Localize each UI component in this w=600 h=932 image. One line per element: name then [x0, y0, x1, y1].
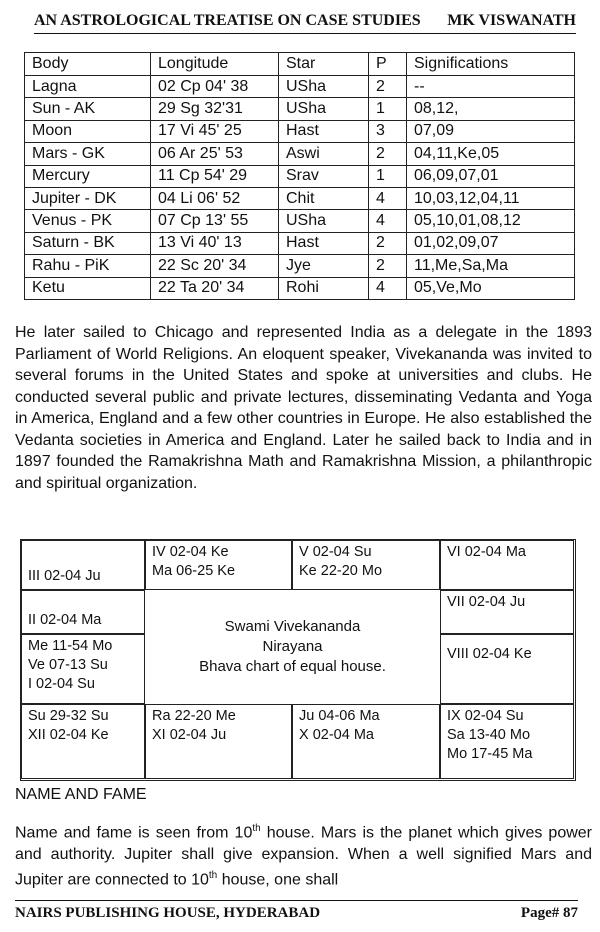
table-cell: 08,12,	[407, 98, 575, 120]
table-row	[25, 210, 575, 232]
table-cell: 02 Cp 04' 38	[151, 76, 279, 98]
chart-cell-line: II 02-04 Ma	[28, 612, 102, 628]
book-title: AN ASTROLOGICAL TREATISE ON CASE STUDIES	[34, 12, 421, 29]
table-cell: 4	[369, 210, 407, 232]
chart-house-cell	[21, 634, 145, 704]
chart-center	[145, 590, 440, 704]
table-row	[25, 98, 575, 120]
chart-cell-line: XII 02-04 Ke	[28, 727, 109, 743]
page-footer	[15, 900, 578, 922]
column-header: P	[369, 53, 407, 76]
table-cell: 10,03,12,04,11	[407, 187, 575, 209]
table-row	[25, 76, 575, 98]
planet-table	[24, 52, 575, 300]
column-header: Body	[25, 53, 151, 76]
table-row	[25, 232, 575, 254]
chart-title: Swami Vivekananda	[224, 618, 361, 635]
body-paragraph	[15, 818, 592, 891]
table-cell: USha	[279, 98, 369, 120]
table-row	[25, 120, 575, 142]
table-row	[25, 187, 575, 209]
table-cell: 05,10,01,08,12	[407, 210, 575, 232]
table-cell: Rohi	[279, 277, 369, 299]
section-heading: NAME AND FAME	[15, 786, 147, 803]
table-cell: 4	[369, 277, 407, 299]
table-cell: Hast	[279, 232, 369, 254]
author-name: MK VISWANATH	[447, 12, 576, 29]
table-cell: USha	[279, 210, 369, 232]
table-cell: 2	[369, 255, 407, 277]
column-header: Star	[279, 53, 369, 76]
table-cell: Lagna	[25, 76, 151, 98]
table-cell: --	[407, 76, 575, 98]
chart-cell-line: X 02-04 Ma	[299, 727, 374, 743]
table-cell: Sun - AK	[25, 98, 151, 120]
chart-cell-line: III 02-04 Ju	[28, 568, 101, 584]
table-cell: 04,11,Ke,05	[407, 143, 575, 165]
chart-cell-line: VIII 02-04 Ke	[447, 646, 532, 662]
table-cell: 11 Cp 54' 29	[151, 165, 279, 187]
table-header-row	[25, 53, 575, 76]
table-cell: 3	[369, 120, 407, 142]
table-cell: 22 Sc 20' 34	[151, 255, 279, 277]
table-cell: Jye	[279, 255, 369, 277]
table-cell: Srav	[279, 165, 369, 187]
chart-cell-line: V 02-04 Su	[299, 544, 372, 560]
table-cell: 2	[369, 232, 407, 254]
table-cell: Saturn - BK	[25, 232, 151, 254]
table-cell: 05,Ve,Mo	[407, 277, 575, 299]
chart-cell-line: I 02-04 Su	[28, 676, 95, 692]
chart-house-cell	[145, 540, 292, 590]
table-cell: Mars - GK	[25, 143, 151, 165]
chart-house-cell	[440, 540, 574, 590]
chart-house-cell	[21, 590, 145, 634]
chart-cell-line: Ma 06-25 Ke	[152, 563, 236, 579]
chart-cell-line: Ra 22-20 Me	[152, 708, 236, 724]
table-cell: Venus - PK	[25, 210, 151, 232]
table-cell: 1	[369, 98, 407, 120]
table-cell: 17 Vi 45' 25	[151, 120, 279, 142]
table-row	[25, 277, 575, 299]
bhava-chart	[20, 539, 576, 781]
paragraph-text: house. Mars is the planet which gives power and authority. Jupiter shall give expansion. When a well signified Mars and Jupiter are connected to 10	[15, 824, 592, 889]
column-header: Longitude	[151, 53, 279, 76]
table-cell: Ketu	[25, 277, 151, 299]
chart-cell-line: Mo 17-45 Ma	[447, 746, 533, 762]
chart-house-cell	[440, 704, 574, 779]
chart-cell-line: Me 11-54 Mo	[28, 638, 113, 654]
chart-house-cell	[440, 590, 574, 634]
table-cell: 07 Cp 13' 55	[151, 210, 279, 232]
table-row	[25, 255, 575, 277]
table-cell: Jupiter - DK	[25, 187, 151, 209]
table-cell: USha	[279, 76, 369, 98]
table-cell: Rahu - PiK	[25, 255, 151, 277]
table-cell: 06,09,07,01	[407, 165, 575, 187]
page-number: Page# 87	[520, 905, 578, 921]
table-cell: Aswi	[279, 143, 369, 165]
table-cell: 07,09	[407, 120, 575, 142]
chart-house-cell	[292, 704, 440, 779]
table-cell: Moon	[25, 120, 151, 142]
page-header	[34, 4, 576, 34]
table-cell: 01,02,09,07	[407, 232, 575, 254]
chart-cell-line: Ke 22-20 Mo	[299, 563, 383, 579]
chart-house-cell	[292, 540, 440, 590]
chart-house-cell	[145, 704, 292, 779]
table-cell: 11,Me,Sa,Ma	[407, 255, 575, 277]
publisher-name: NAIRS PUBLISHING HOUSE, HYDERABAD	[15, 905, 321, 921]
chart-description: Bhava chart of equal house.	[199, 658, 386, 675]
table-cell: 06 Ar 25' 53	[151, 143, 279, 165]
table-cell: Hast	[279, 120, 369, 142]
superscript: th	[252, 823, 261, 834]
table-row	[25, 143, 575, 165]
column-header: Significations	[407, 53, 575, 76]
superscript: th	[208, 870, 218, 882]
table-cell: 2	[369, 143, 407, 165]
table-cell: 29 Sg 32'31	[151, 98, 279, 120]
table-cell: 4	[369, 187, 407, 209]
chart-house-cell	[21, 540, 145, 590]
paragraph-text: house, one shall	[217, 871, 339, 889]
chart-cell-line: IV 02-04 Ke	[152, 544, 229, 560]
chart-cell-line: Ju 04-06 Ma	[299, 708, 380, 724]
table-cell: 22 Ta 20' 34	[151, 277, 279, 299]
table-row	[25, 165, 575, 187]
chart-house-cell	[440, 634, 574, 704]
chart-cell-line: Su 29-32 Su	[28, 708, 109, 724]
chart-house-cell	[21, 704, 145, 779]
table-cell: 2	[369, 76, 407, 98]
table-cell: 1	[369, 165, 407, 187]
chart-cell-line: VII 02-04 Ju	[447, 594, 526, 610]
paragraph-text: Name and fame is seen from 10	[15, 824, 253, 842]
chart-subtitle: Nirayana	[262, 638, 323, 655]
chart-cell-line: XI 02-04 Ju	[152, 727, 227, 743]
table-cell: Mercury	[25, 165, 151, 187]
chart-cell-line: Sa 13-40 Mo	[447, 727, 531, 743]
table-cell: Chit	[279, 187, 369, 209]
table-cell: 13 Vi 40' 13	[151, 232, 279, 254]
chart-cell-line: VI 02-04 Ma	[447, 544, 526, 560]
chart-cell-line: Ve 07-13 Su	[28, 657, 108, 673]
table-cell: 04 Li 06' 52	[151, 187, 279, 209]
chart-cell-line: IX 02-04 Su	[447, 708, 524, 724]
body-paragraph: He later sailed to Chicago and represented India as a delegate in the 1893 Parliament of World Religions. An eloquent speaker, Vivekananda was invited to several forums in the United States and spoke at universities and clubs. He conducted several public and private lectures, disseminating Vedanta and Yoga in America, England and a few other countries in Europe. He also established the Vedanta societies in America and England. Later he sailed back to India and in 1897 founded the Ramakrishna Math and Ramakrishna Mission, a philanthropic and spiritual organization.	[15, 324, 592, 492]
